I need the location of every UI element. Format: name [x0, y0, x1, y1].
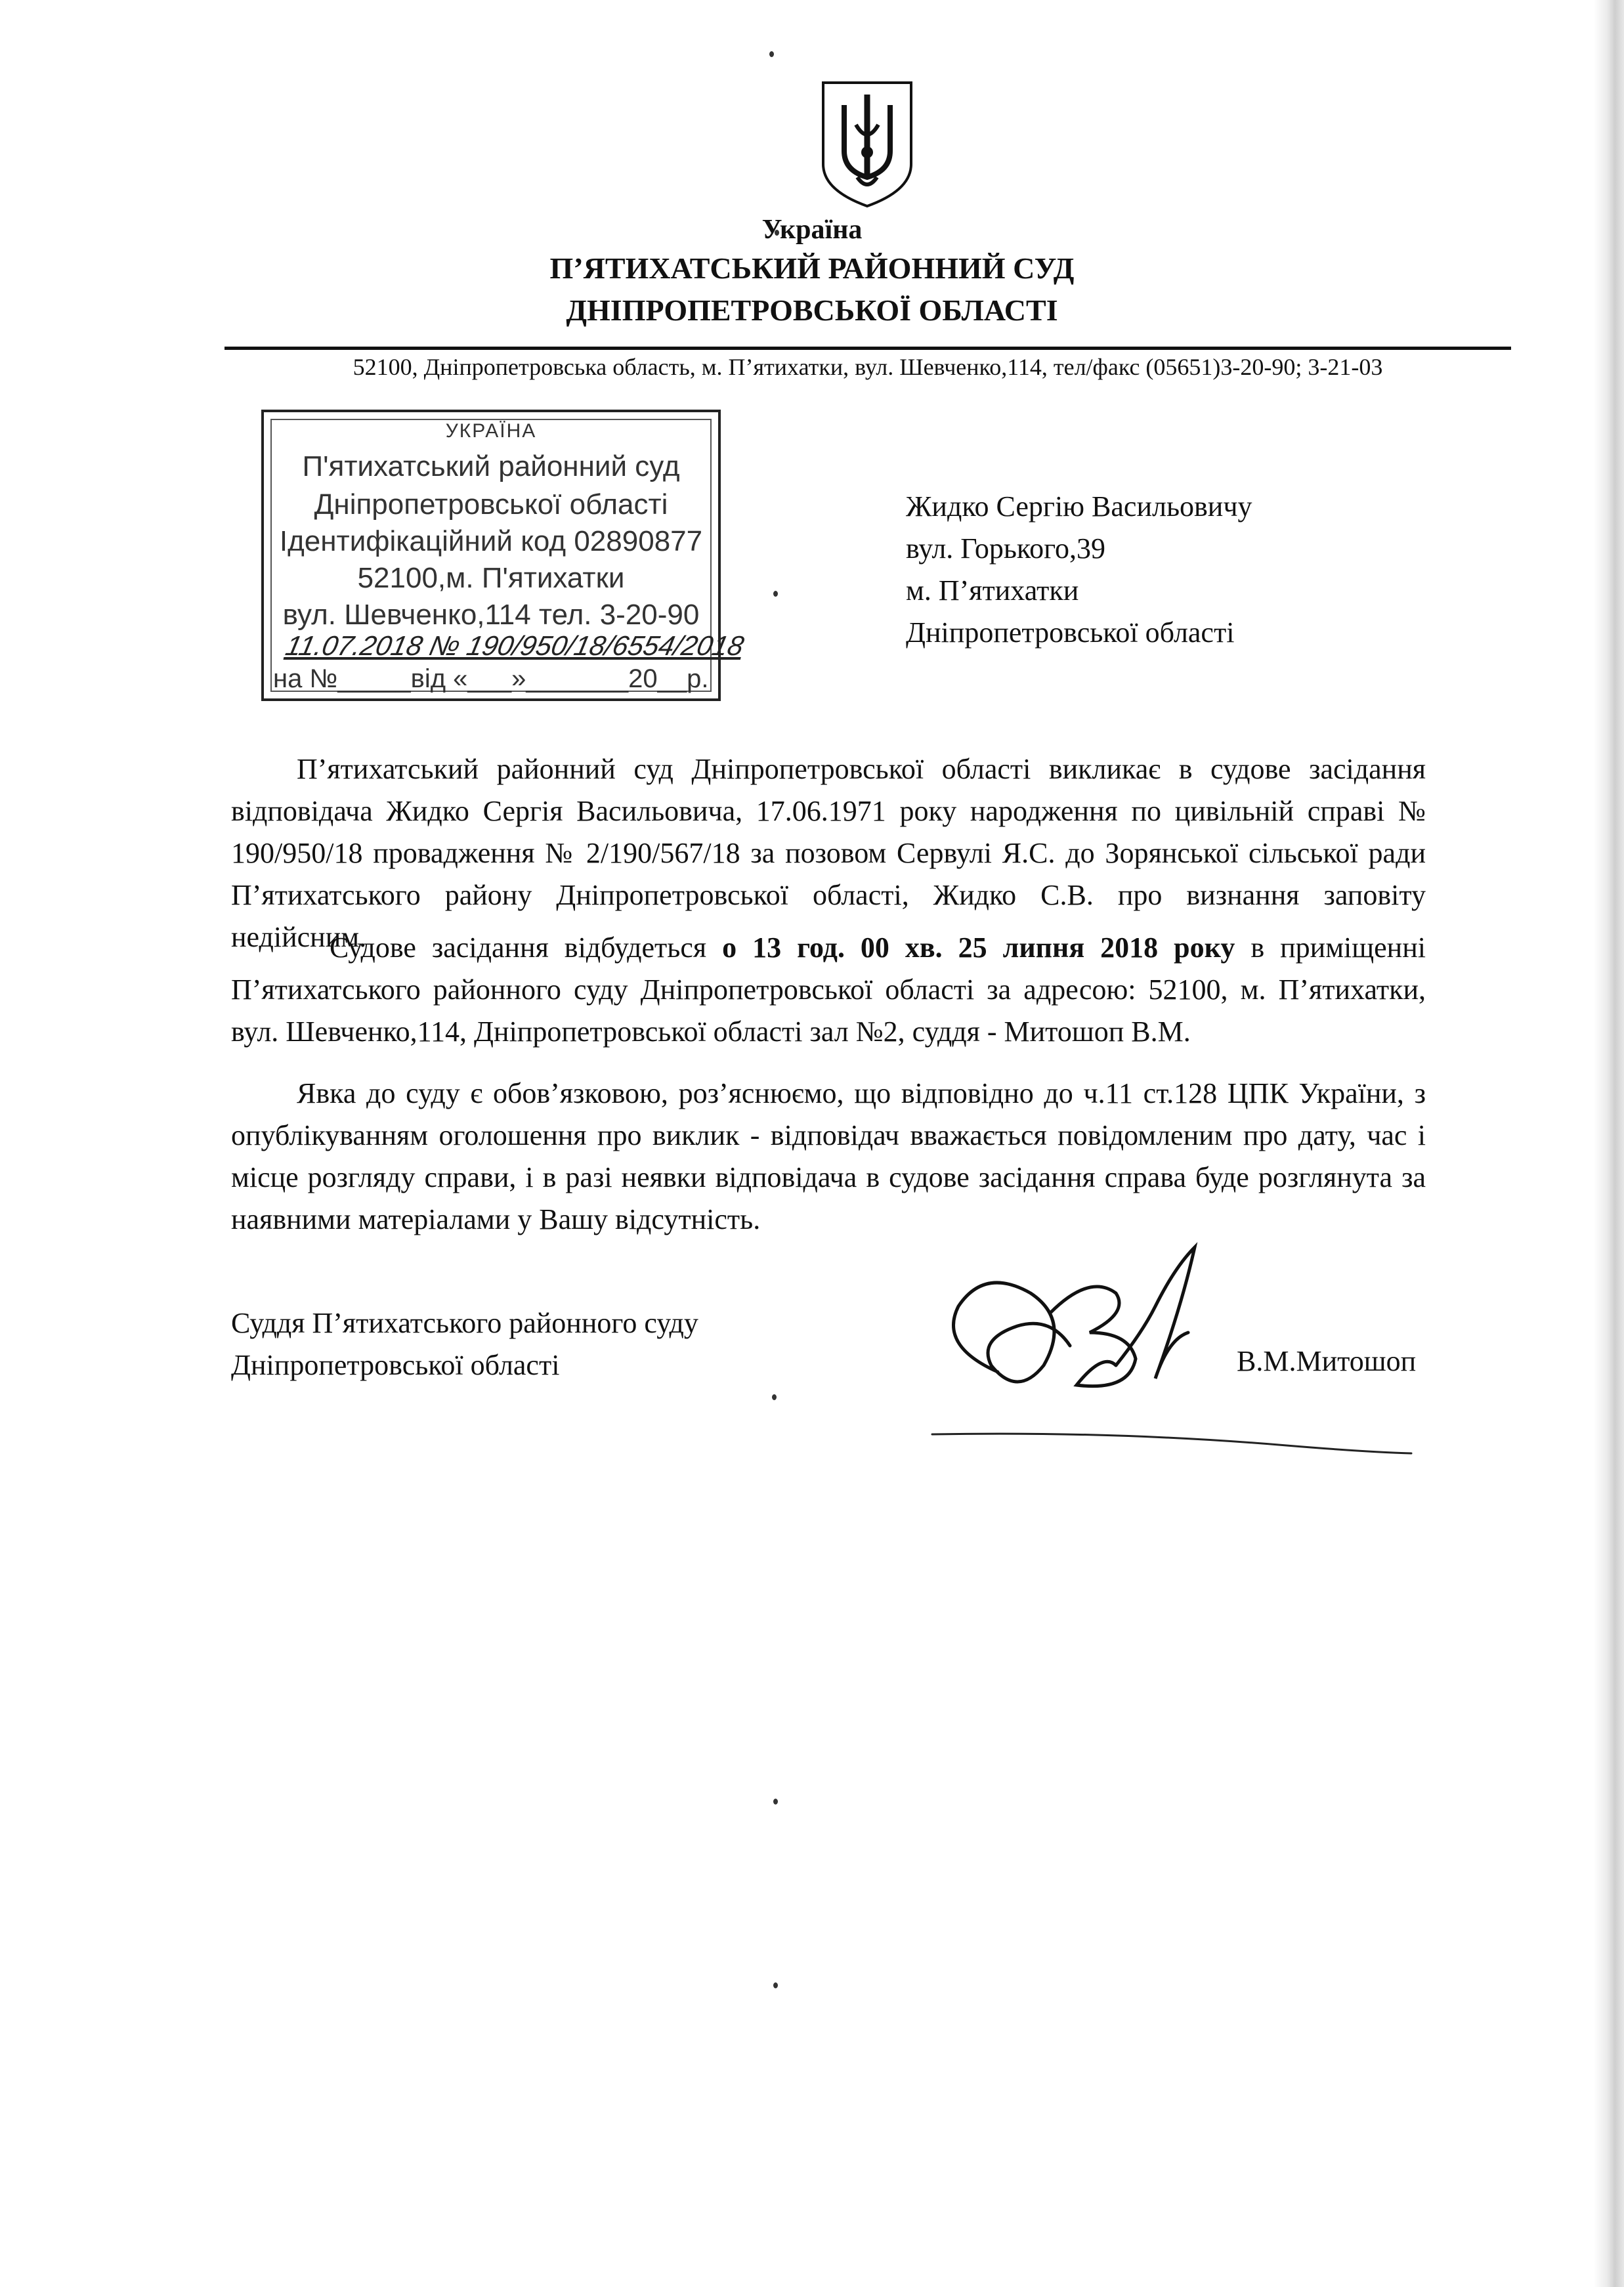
stamp-id-code: Ідентифікаційний код 02890877 — [279, 525, 703, 557]
registration-stamp — [261, 410, 747, 701]
stamp-street: вул. Шевченко,114 тел. 3-20-90 — [282, 599, 700, 631]
court-name: П’ЯТИХАТСЬКИЙ РАЙОННИЙ СУД — [549, 251, 1075, 285]
scan-speck — [772, 1394, 777, 1400]
scan-edge — [1594, 0, 1624, 2287]
court-address: 52100, Дніпропетровська область, м. П’ятихатки, вул. Шевченко,114, тел/факс (05651)3-20-90; 3-21-03 — [353, 354, 1383, 380]
judge-title-line1: Суддя П’ятихатського районного суду — [231, 1307, 698, 1339]
hearing-text-after: в приміщенні П’ятихатського районного суду Дніпропетровської області за адресою: 52100, м. П’ятихатки, вул. Шевченко,114, Дніпропетровської області зал №2, суддя - Митошоп В.М. — [231, 931, 1426, 1048]
trident-icon — [818, 79, 916, 210]
judge-title-line2: Дніпропетровської області — [231, 1349, 560, 1381]
addressee-region: Дніпропетровської області — [906, 616, 1235, 649]
scan-speck — [773, 1799, 778, 1805]
stamp-handwritten-number: 11.07.2018 № 190/950/18/6554/2018 — [283, 630, 747, 661]
stamp-postal: 52100,м. П'ятихатки — [357, 562, 625, 594]
stamp-country: УКРАЇНА — [445, 420, 537, 442]
scan-speck — [773, 591, 778, 597]
stamp-region: Дніпропетровської області — [314, 488, 668, 521]
scan-speck — [769, 51, 774, 57]
stamp-court: П'ятихатський районний суд — [302, 450, 680, 482]
stamp-reference-line: на №_____від «___»_______20__р. — [273, 664, 709, 693]
addressee-city: м. П’ятихатки — [906, 574, 1079, 607]
header-divider — [224, 347, 1511, 350]
judge-name: В.М.Митошоп — [1237, 1345, 1417, 1377]
hearing-paragraph — [231, 927, 1426, 1053]
addressee-name: Жидко Сергію Васильовичу — [906, 490, 1252, 523]
scan-speck — [773, 1982, 778, 1988]
hearing-datetime: о 13 год. 00 хв. 25 липня 2018 року — [722, 931, 1235, 964]
country-heading: Україна — [761, 215, 863, 245]
court-region: ДНІПРОПЕТРОВСЬКОЇ ОБЛАСТІ — [566, 293, 1058, 327]
summons-paragraph: П’ятихатський районний суд Дніпропетровської області викликає в судове засідання відповідача Жидко Сергія Васильовича, 17.06.1971 року народження по цивільній справі № 190/950/18 провадження № 2/190/567/18 за позовом Сервулі Я.С. до Зорянської сільської ради П’ятихатського району Дніпропетровської області, Жидко С.В. про визнання заповіту недійсним. — [231, 753, 1426, 953]
hearing-text-before: Судове засідання відбудеться — [330, 931, 723, 964]
attendance-paragraph: Явка до суду є обов’язковою, роз’яснюємо, що відповідно до ч.11 ст.128 ЦПК України, з опублікуванням оголошення про виклик - відповідач вважається повідомленим про дату, час і місце розгляду справи, і в разі неявки відповідача в судове засідання справа буде розглянута за наявними матеріалами у Вашу відсутність. — [231, 1077, 1426, 1235]
addressee-street: вул. Горького,39 — [906, 532, 1106, 565]
